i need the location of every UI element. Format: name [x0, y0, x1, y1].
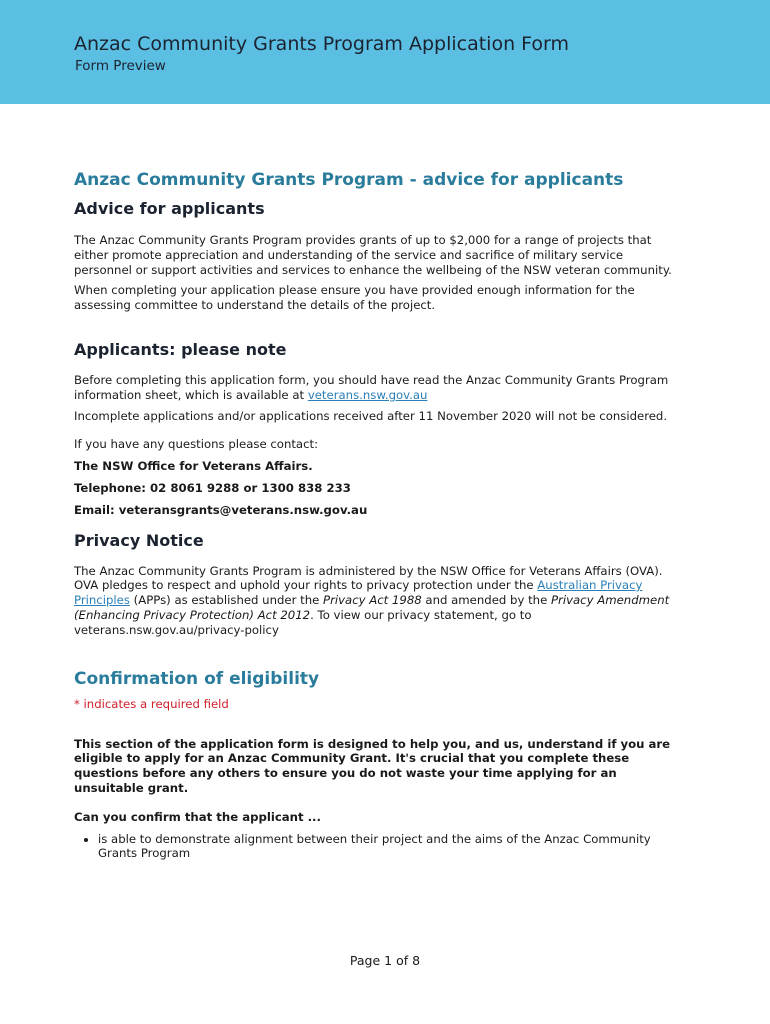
privacy-act-1988: Privacy Act 1988 [323, 593, 422, 608]
advice-paragraph-2: When completing your application please ensure you have provided enough information for the assessing committee to understand the details of the project. [74, 283, 635, 313]
eligibility-question: Can you confirm that the applicant ... [74, 809, 321, 824]
contact-email: Email: veteransgrants@veterans.nsw.gov.au [74, 502, 368, 517]
page-header [0, 0, 770, 104]
form-content [74, 170, 684, 861]
contact-telephone: Telephone: 02 8061 9288 or 1300 838 233 [74, 480, 351, 495]
advice-heading: Advice for applicants [74, 199, 265, 218]
note-paragraph-1 [74, 373, 684, 403]
eligibility-criterion: • is able to demonstrate alignment between their project and the aims of the Anzac Community Grants Program [98, 832, 684, 862]
form-title: Anzac Community Grants Program Application Form [74, 33, 570, 55]
note-heading: Applicants: please note [74, 339, 287, 359]
advice-section-title: Anzac Community Grants Program - advice for applicants [74, 170, 624, 190]
privacy-text-4: . To view our privacy statement, go to veterans.nsw.gov.au/privacy-policy [74, 607, 532, 637]
note-paragraph-1-text: Before completing this application form, you should have read the Anzac Community Grants Program information sheet, which is available at [74, 372, 669, 402]
page-number: Page 1 of 8 [349, 953, 421, 968]
privacy-text-2: (APPs) as established under the [129, 593, 324, 608]
eligibility-section-title: Confirmation of eligibility [74, 668, 320, 689]
form-subtitle: Form Preview [75, 58, 166, 74]
eligibility-criteria-list [74, 832, 684, 862]
privacy-paragraph [74, 564, 684, 638]
privacy-heading: Privacy Notice [74, 530, 204, 550]
contact-organisation: The NSW Office for Veterans Affairs. [74, 459, 313, 474]
privacy-text-3: and amended by the [421, 593, 551, 608]
privacy-text-1: The Anzac Community Grants Program is administered by the NSW Office for Veterans Affairs (OVA). OVA pledges to respect and uphold your rights to privacy protection under the [74, 563, 663, 593]
privacy-amendment-act: Privacy Amendment (Enhancing Privacy Protection) Act 2012 [74, 593, 670, 622]
veterans-website-link[interactable]: veterans.nsw.gov.au [307, 387, 428, 402]
note-paragraph-3: If you have any questions please contact: [74, 437, 319, 452]
required-field-note: * indicates a required field [74, 696, 229, 711]
eligibility-intro: This section of the application form is designed to help you, and us, understand if you are eligible to apply for an Anzac Community Grant. It's crucial that you complete these questions before any others to ensure you do not waste your time applying for an unsuitable grant. [74, 736, 671, 795]
privacy-principles-link[interactable]: Australian Privacy Principles [74, 578, 643, 608]
advice-paragraph-1: The Anzac Community Grants Program provides grants of up to $2,000 for a range of projects that either promote appreciation and understanding of the service and sacrifice of military service personnel or support activities and services to enhance the wellbeing of the NSW veteran community. [74, 233, 672, 277]
note-paragraph-2: Incomplete applications and/or applications received after 11 November 2020 will not be considered. [74, 408, 668, 423]
